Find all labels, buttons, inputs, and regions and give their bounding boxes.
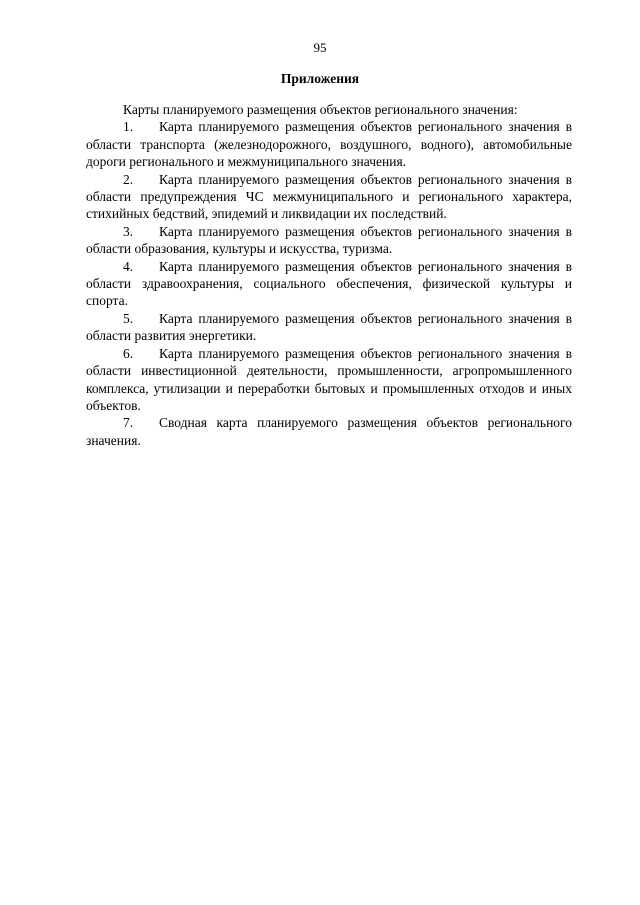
list-item-text: Карта планируемого размещения объектов регионального значения в области образования, культуры и искусства, туризма.	[86, 223, 572, 257]
page-number: 95	[313, 40, 327, 55]
list-item	[86, 171, 572, 223]
list-item	[86, 258, 572, 310]
list-item-number: 7.	[123, 415, 134, 431]
intro-paragraph: Карты планируемого размещения объектов регионального значения:	[123, 102, 518, 117]
list-item	[86, 310, 572, 345]
list-item-text: Карта планируемого размещения объектов регионального значения в области инвестиционной деятельности, промышленности, агропромышленного комплекса, утилизации и переработки бытовых и промышленных отходов и иных объектов.	[86, 345, 572, 413]
list-item-number: 3.	[123, 223, 134, 239]
list-item-number: 6.	[123, 345, 134, 361]
list-item-number: 2.	[123, 171, 134, 187]
list-item	[86, 118, 572, 170]
list-item	[86, 223, 572, 258]
document-body	[86, 101, 572, 449]
list-item-text: Карта планируемого размещения объектов регионального значения в области транспорта (железнодорожного, воздушного, водного), автомобильные дороги регионального и межмуниципального значения.	[86, 119, 572, 170]
appendix-list	[86, 118, 572, 449]
list-item	[86, 345, 572, 415]
list-item-text: Карта планируемого размещения объектов регионального значения в области развития энергетики.	[86, 310, 572, 344]
list-item-number: 5.	[123, 310, 134, 326]
list-item-number: 4.	[123, 258, 134, 274]
list-item-text: Сводная карта планируемого размещения объектов регионального значения.	[86, 415, 572, 448]
list-item-text: Карта планируемого размещения объектов регионального значения в области здравоохранения, социального обеспечения, физической культуры и спорта.	[86, 258, 572, 309]
list-item-text: Карта планируемого размещения объектов регионального значения в области предупреждения ЧС межмуниципального и регионального характера, стихийных бедствий, эпидемий и ликвидации их последствий.	[86, 171, 572, 222]
list-item-number: 1.	[123, 119, 134, 135]
list-item	[86, 414, 572, 449]
page-title: Приложения	[280, 71, 360, 86]
